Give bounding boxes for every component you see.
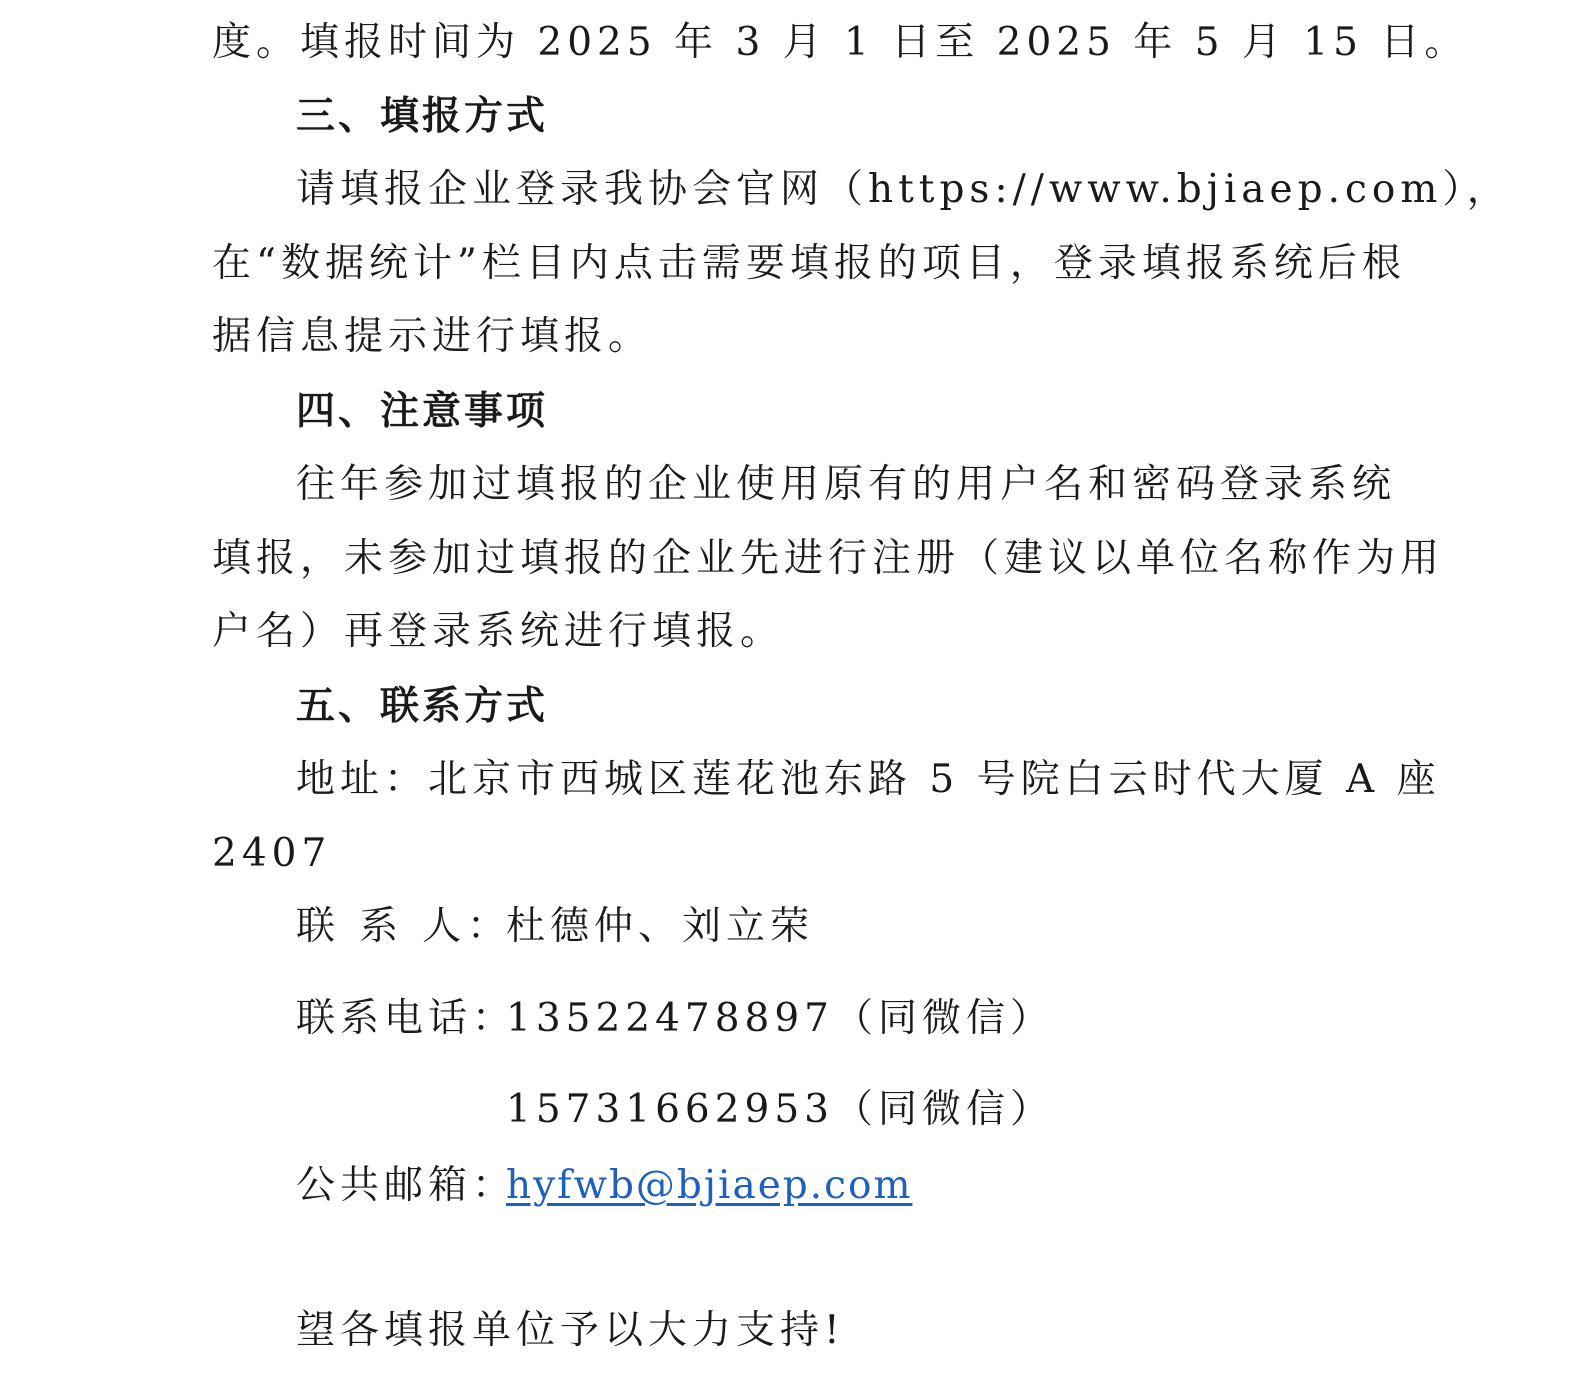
paragraph-line: 度。填报时间为 2025 年 3 月 1 日至 2025 年 5 月 15 日。 [212, 20, 1469, 65]
contact-person-row [296, 903, 1372, 951]
paragraph-line: 往年参加过填报的企业使用原有的用户名和密码登录系统 [296, 462, 1397, 507]
contact-phone-value-1: 13522478897（同微信） [506, 996, 1054, 1041]
contact-person-value: 杜德仲、刘立荣 [506, 904, 815, 949]
address-line: 地址：北京市西城区莲花池东路 5 号院白云时代大厦 A 座 [296, 757, 1441, 802]
closing-remark: 望各填报单位予以大力支持! [296, 1308, 845, 1353]
paragraph-line: 请填报企业登录我协会官网（https://www.bjiaep.com）， [296, 167, 1511, 212]
contact-phone-label: 联系电话： [296, 996, 517, 1041]
paragraph-line: 户名）再登录系统进行填报。 [212, 609, 785, 654]
contact-email-label: 公共邮箱： [296, 1163, 517, 1208]
contact-phone-row [296, 995, 1372, 1043]
paragraph-line: 填报，未参加过填报的企业先进行注册（建议以单位名称作为用 [212, 536, 1445, 581]
section-heading-filing-method: 三、填报方式 [296, 94, 549, 139]
address-line-continued: 2407 [212, 831, 332, 876]
section-heading-notes: 四、注意事项 [296, 389, 549, 434]
paragraph-line: 据信息提示进行填报。 [212, 314, 653, 359]
contact-phone-value-2: 15731662953（同微信） [506, 1087, 1054, 1132]
paragraph-line: 在“数据统计”栏目内点击需要填报的项目，登录填报系统后根 [212, 241, 1406, 286]
contact-person-label: 联 系 人： [296, 904, 506, 949]
section-heading-contact: 五、联系方式 [296, 684, 549, 729]
contact-email-link[interactable]: hyfwb@bjiaep.com [506, 1163, 913, 1208]
contact-email-row [296, 1162, 1372, 1210]
